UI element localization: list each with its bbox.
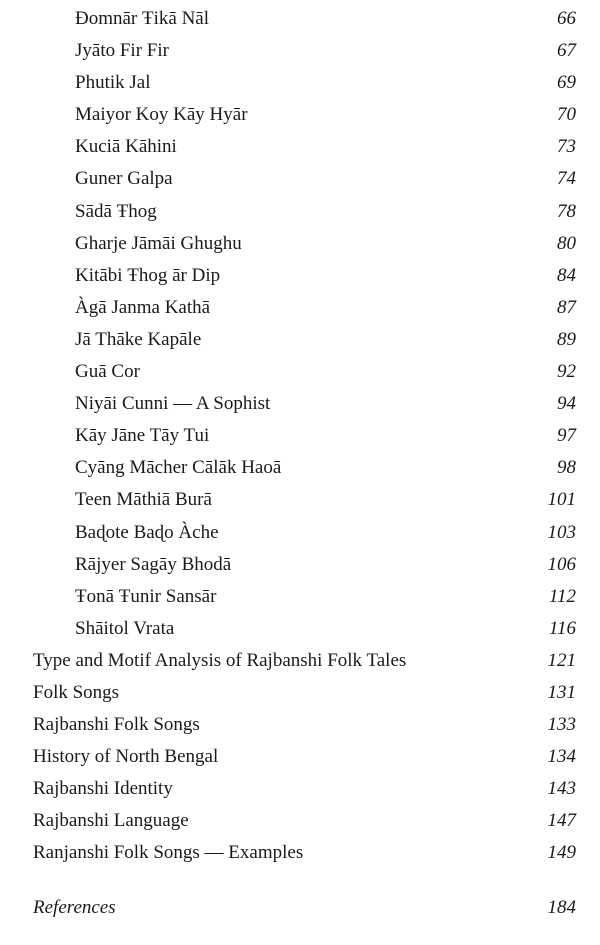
toc-entry-title: Type and Motif Analysis of Rajbanshi Folk Tales bbox=[33, 649, 407, 671]
toc-entry-title: Phutik Jal bbox=[75, 72, 151, 94]
toc-entry-title: Sādā Ŧhog bbox=[75, 200, 157, 222]
toc-entry-page: 89 bbox=[557, 328, 576, 350]
toc-entry-page: 66 bbox=[557, 8, 576, 29]
toc-entry bbox=[0, 356, 600, 388]
toc-entry bbox=[0, 67, 600, 99]
toc-entry-title: Ɖomnār Ŧikā Nāl bbox=[75, 8, 210, 29]
toc-entry bbox=[0, 388, 600, 420]
toc-entry bbox=[0, 420, 600, 452]
toc-entry-page: 97 bbox=[557, 425, 576, 447]
toc-entry-title: Jā Thāke Kapāle bbox=[75, 328, 202, 350]
toc-entry-title: Guner Galpa bbox=[75, 168, 173, 190]
toc-entry-title: Baɖote Baɖo Àche bbox=[75, 521, 219, 543]
toc-entry-title: Maiyor Koy Kāy Hyār bbox=[75, 104, 248, 126]
toc-entry-page: 87 bbox=[557, 296, 576, 318]
toc-entry-title: Teen Māthiā Burā bbox=[75, 489, 212, 511]
toc-entry-page: 121 bbox=[547, 649, 576, 671]
toc-entry bbox=[0, 581, 600, 613]
toc-entry bbox=[0, 741, 600, 773]
toc-entry bbox=[0, 805, 600, 837]
toc-entry-page: 101 bbox=[547, 489, 576, 511]
toc-entry bbox=[0, 677, 600, 709]
toc-entry bbox=[0, 837, 600, 869]
toc-entry-title: Rajbanshi Folk Songs bbox=[33, 714, 200, 736]
toc-entry bbox=[0, 131, 600, 163]
references-title: References bbox=[33, 897, 116, 918]
toc-entry bbox=[0, 163, 600, 195]
toc-entry-title: Ranjanshi Folk Songs — Examples bbox=[33, 842, 304, 864]
toc-entry-title: Àgā Janma Kathā bbox=[75, 296, 211, 318]
toc-entry bbox=[0, 613, 600, 645]
toc-entry-page: 112 bbox=[548, 585, 576, 607]
toc-entry bbox=[0, 3, 600, 35]
toc-entry-page: 103 bbox=[547, 521, 576, 543]
toc-entry-page: 70 bbox=[557, 104, 576, 126]
toc-entry bbox=[0, 645, 600, 677]
toc-entry-page: 67 bbox=[557, 40, 576, 62]
toc-entry bbox=[0, 517, 600, 549]
toc-entry-title: Folk Songs bbox=[33, 681, 120, 703]
toc-entry-page: 69 bbox=[557, 72, 576, 94]
toc-entry-page: 84 bbox=[557, 264, 576, 286]
toc-entry-page: 134 bbox=[547, 746, 576, 768]
toc-entry bbox=[0, 452, 600, 484]
toc-entry-title: Kāy Jāne Tāy Tui bbox=[75, 425, 210, 447]
toc-entry-title: Ŧonā Ŧunir Sansār bbox=[75, 585, 217, 607]
toc-entry-title: Shāitol Vrata bbox=[75, 617, 175, 639]
toc-entry-page: 147 bbox=[547, 810, 576, 832]
toc-entry-title: Rājyer Sagāy Bhodā bbox=[75, 553, 232, 575]
toc-entry-title: Niyāi Cunni — A Sophist bbox=[75, 393, 271, 415]
toc-entry-page: 133 bbox=[547, 714, 576, 736]
toc-entry-page: 78 bbox=[557, 200, 576, 222]
toc-entry bbox=[0, 260, 600, 292]
toc-entry-page: 149 bbox=[547, 842, 576, 864]
toc-entry-page: 131 bbox=[547, 681, 576, 703]
toc-entry bbox=[0, 292, 600, 324]
toc-entry-page: 74 bbox=[557, 168, 576, 190]
toc-entry-title: Rajbanshi Identity bbox=[33, 778, 173, 800]
toc-entry-title: Guā Cor bbox=[75, 361, 140, 383]
toc-entry-page: 116 bbox=[548, 617, 576, 639]
toc-entry-page: 94 bbox=[557, 393, 576, 415]
toc-entry-title: Gharje Jāmāi Ghughu bbox=[75, 232, 242, 254]
toc-entry-page: 80 bbox=[557, 232, 576, 254]
toc-entry-title: Kitābi Ŧhog ār Dip bbox=[75, 264, 221, 286]
toc-entry-title: Rajbanshi Language bbox=[33, 810, 189, 832]
toc-entry bbox=[0, 324, 600, 356]
toc-entry bbox=[0, 99, 600, 131]
toc-entry-title: Cyāng Mācher Cālāk Haoā bbox=[75, 457, 282, 479]
toc-entry bbox=[0, 484, 600, 516]
toc-entry-page: 92 bbox=[557, 361, 576, 383]
references-entry bbox=[0, 892, 600, 924]
toc-entry bbox=[0, 549, 600, 581]
toc-entry-page: 143 bbox=[547, 778, 576, 800]
toc-entry bbox=[0, 228, 600, 260]
toc-entry-page: 98 bbox=[557, 457, 576, 479]
toc-entry-title: Jyāto Fir Fir bbox=[75, 40, 169, 62]
toc-entry bbox=[0, 35, 600, 67]
toc-entry-title: History of North Bengal bbox=[33, 746, 219, 768]
toc-entry bbox=[0, 709, 600, 741]
table-of-contents bbox=[0, 3, 600, 870]
toc-entry-title: Kuciā Kāhini bbox=[75, 136, 177, 158]
toc-entry-page: 73 bbox=[557, 136, 576, 158]
toc-entry-page: 106 bbox=[547, 553, 576, 575]
toc-entry bbox=[0, 773, 600, 805]
toc-entry bbox=[0, 196, 600, 228]
references-page: 184 bbox=[547, 897, 576, 918]
